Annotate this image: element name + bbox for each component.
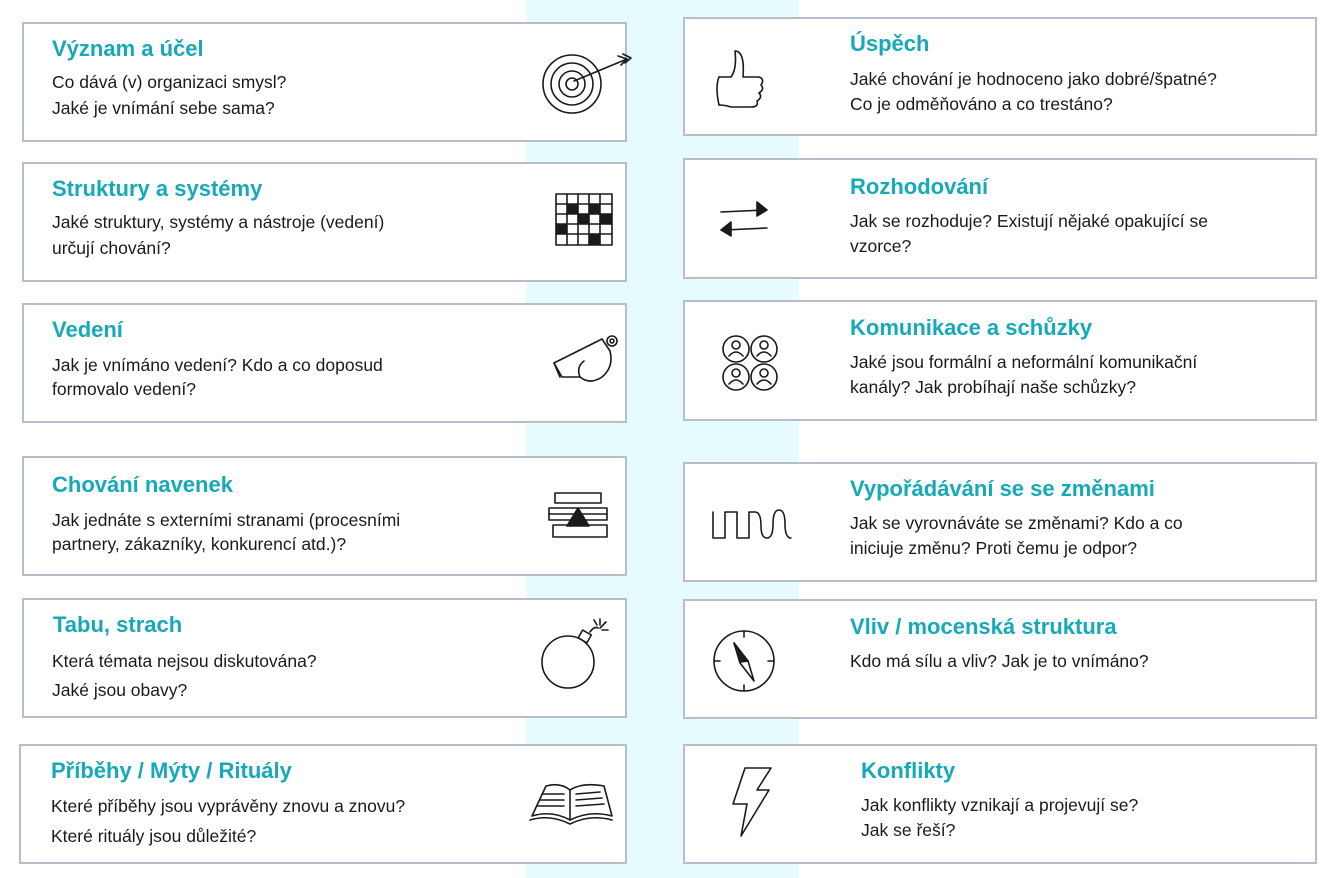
card-konflikty: [683, 744, 1317, 864]
card-title: Vliv / mocenská struktura: [850, 614, 1117, 639]
card-tabu-strach: [22, 598, 627, 718]
card-text-line: Jak se rozhoduje? Existují nějaké opakující se: [850, 211, 1208, 231]
card-title: Vypořádávání se se změnami: [850, 476, 1155, 501]
card-text-line: iniciuje změnu? Proti čemu je odpor?: [850, 538, 1137, 558]
card-text-line: Kdo má sílu a vliv? Jak je to vnímáno?: [850, 651, 1149, 671]
card-text-line: Jak jednáte s externími stranami (procesními: [52, 510, 401, 530]
card-text-line: Jaké jsou formální a neformální komunikační: [850, 352, 1198, 372]
target-icon: [539, 54, 634, 114]
card-chovani-navenek: [22, 456, 627, 576]
grid-icon: [554, 192, 614, 247]
people-group-icon: [721, 334, 783, 394]
swap-arrows-icon: [719, 200, 771, 242]
card-text-line: Co dává (v) organizaci smysl?: [52, 72, 287, 92]
card-title: Význam a účel: [52, 36, 204, 61]
whistle-icon: [552, 333, 622, 388]
card-title: Rozhodování: [850, 174, 989, 199]
card-vyporadavani-se-se-zmenami: [683, 462, 1317, 582]
card-text-line: Jak konflikty vznikají a projevují se?: [861, 795, 1139, 815]
card-title: Tabu, strach: [53, 612, 183, 637]
card-title: Komunikace a schůzky: [850, 315, 1093, 340]
card-uspech: [683, 17, 1317, 136]
card-title: Konflikty: [861, 758, 956, 783]
card-pribehy-myty-ritualy: [19, 744, 627, 864]
thumbs-up-icon: [713, 47, 773, 112]
book-icon: [528, 780, 613, 828]
card-struktury-a-systemy: [22, 162, 627, 282]
card-title: Příběhy / Mýty / Rituály: [51, 758, 292, 783]
card-text-line: formovalo vedení?: [52, 379, 196, 399]
balance-icon: [547, 490, 612, 545]
card-text-line: Které příběhy jsou vyprávěny znovu a znovu?: [51, 796, 406, 816]
card-vyznam-a-ucel: [22, 22, 627, 142]
card-title: Úspěch: [850, 31, 930, 56]
card-text-line: partnery, zákazníky, konkurencí atd.)?: [52, 534, 347, 554]
card-text-line: kanály? Jak probíhají naše schůzky?: [850, 377, 1136, 397]
card-text-line: Jak se vyrovnáváte se změnami? Kdo a co: [850, 513, 1183, 533]
card-text-line: určují chování?: [52, 238, 171, 258]
card-text-line: Jaké je vnímání sebe sama?: [52, 98, 275, 118]
card-text-line: Jak je vnímáno vedení? Kdo a co doposud: [52, 355, 383, 375]
card-title: Vedení: [52, 317, 123, 342]
card-text-line: Které rituály jsou důležité?: [51, 826, 257, 846]
card-text-line: vzorce?: [850, 236, 912, 256]
wave-icon: [711, 506, 797, 544]
card-komunikace-a-schuzky: [683, 300, 1317, 421]
card-text-line: Která témata nejsou diskutována?: [52, 651, 317, 671]
card-text-line: Co je odměňováno a co trestáno?: [850, 94, 1113, 114]
card-title: Chování navenek: [52, 472, 233, 497]
card-vliv-mocenska-struktura: [683, 599, 1317, 719]
card-vedeni: [22, 303, 627, 423]
card-text-line: Jaké struktury, systémy a nástroje (vedení): [52, 212, 385, 232]
card-rozhodovani: [683, 158, 1317, 279]
bomb-icon: [536, 622, 611, 692]
compass-icon: [712, 629, 776, 693]
card-text-line: Jak se řeší?: [861, 820, 956, 840]
card-title: Struktury a systémy: [52, 176, 263, 201]
lightning-icon: [727, 766, 775, 838]
card-text-line: Jaké jsou obavy?: [52, 680, 188, 700]
card-text-line: Jaké chování je hodnoceno jako dobré/špatné?: [850, 69, 1217, 89]
